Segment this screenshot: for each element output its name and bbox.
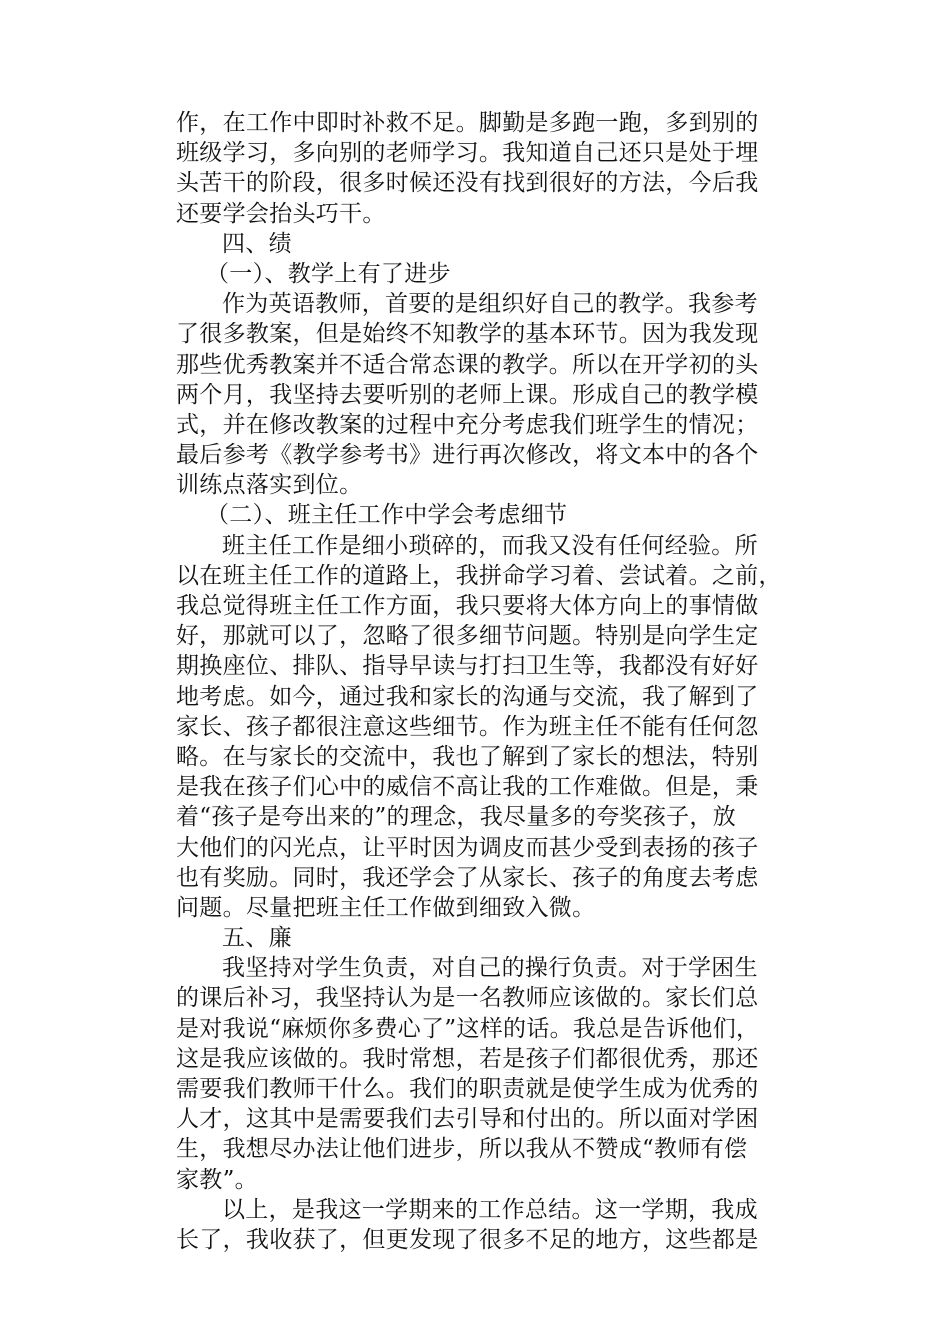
- text-line: 着“孩子是夸出来的”的理念，我尽量多的夸奖孩子，放: [176, 804, 737, 831]
- text-line: 式，并在修改教案的过程中充分考虑我们班学生的情况；: [176, 411, 759, 438]
- text-line: 四、绩: [222, 230, 292, 257]
- text-line: 头苦干的阶段，很多时候还没有找到很好的方法，今后我: [176, 170, 759, 197]
- text-line: 是对我说“麻烦你多费心了”这样的话。我总是告诉他们，: [176, 1015, 760, 1042]
- text-line: 大他们的闪光点，让平时因为调皮而甚少受到表扬的孩子: [176, 834, 759, 861]
- text-line: 作为英语教师，首要的是组织好自己的教学。我参考: [222, 291, 758, 318]
- text-line: 我总觉得班主任工作方面，我只要将大体方向上的事情做: [176, 593, 759, 619]
- text-line: 我坚持对学生负责，对自己的操行负责。对于学困生: [222, 955, 758, 982]
- text-line: 两个月，我坚持去要听别的老师上课。形成自己的教学模: [176, 381, 759, 408]
- text-line: 问题。尽量把班主任工作做到细致入微。: [176, 894, 596, 921]
- text-line: 长了，我收获了，但更发现了很多不足的地方，这些都是: [176, 1226, 759, 1253]
- text-line: （二）、班主任工作中学会考虑细节: [206, 502, 568, 529]
- text-line: 班主任工作是细小琐碎的，而我又没有任何经验。所: [222, 532, 758, 559]
- text-line: 略。在与家长的交流中，我也了解到了家长的想法，特别: [176, 743, 759, 770]
- document-body: [176, 108, 792, 1255]
- text-line: 那些优秀教案并不适合常态课的教学。所以在开学初的头: [176, 351, 759, 378]
- text-line: 以在班主任工作的道路上，我拼命学习着、尝试着。之前，: [176, 562, 782, 589]
- text-line: 班级学习，多向别的老师学习。我知道自己还只是处于埋: [176, 140, 759, 167]
- text-line: 人才，这其中是需要我们去引导和付出的。所以面对学困: [176, 1106, 759, 1133]
- text-line: 训练点落实到位。: [176, 472, 363, 499]
- text-line: 以上，是我这一学期来的工作总结。这一学期，我成: [222, 1196, 758, 1223]
- text-line: 作，在工作中即时补救不足。脚勤是多跑一跑，多到别的: [176, 110, 759, 136]
- text-line: 这是我应该做的。我时常想，若是孩子们都很优秀，那还: [176, 1045, 759, 1072]
- text-line: 家教”。: [176, 1166, 258, 1193]
- text-line: 好，那就可以了，忽略了很多细节问题。特别是向学生定: [176, 623, 759, 650]
- text-line: 需要我们教师干什么。我们的职责就是使学生成为优秀的: [176, 1076, 759, 1102]
- text-line: 了很多教案，但是始终不知教学的基本环节。因为我发现: [176, 321, 759, 348]
- text-line: 也有奖励。同时，我还学会了从家长、孩子的角度去考虑: [176, 864, 759, 891]
- text-line: 的课后补习，我坚持认为是一名教师应该做的。家长们总: [176, 985, 759, 1012]
- text-line: 是我在孩子们心中的威信不高让我的工作难做。但是，秉: [176, 774, 759, 801]
- text-line: 期换座位、排队、指导早读与打扫卫生等，我都没有好好: [176, 653, 759, 680]
- text-line: 生，我想尽办法让他们进步，所以我从不赞成“教师有偿: [176, 1136, 748, 1163]
- text-line: 五、廉: [222, 925, 292, 952]
- text-line: 还要学会抬头巧干。: [176, 200, 386, 227]
- text-line: 家长、孩子都很注意这些细节。作为班主任不能有任何忽: [176, 713, 759, 740]
- text-line: （一）、教学上有了进步: [206, 260, 451, 287]
- text-line: 地考虑。如今，通过我和家长的沟通与交流，我了解到了: [176, 683, 759, 710]
- text-line: 最后参考《教学参考书》进行再次修改，将文本中的各个: [176, 442, 759, 469]
